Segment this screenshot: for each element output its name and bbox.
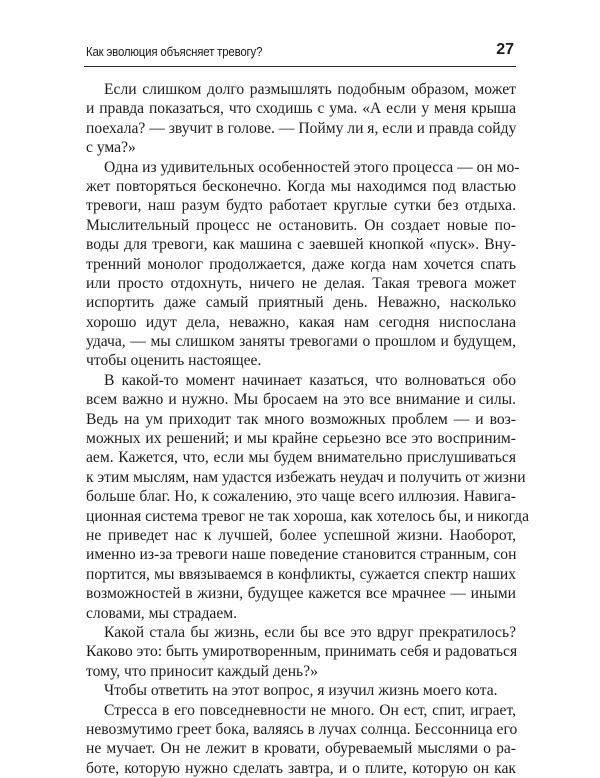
text-line: тому, что приносит каждый день?» — [86, 662, 516, 681]
paragraph — [86, 701, 516, 778]
text-line: всем важно и нужно. Мы бросаем на это все внимание и силы. — [86, 390, 516, 409]
text-line: поехала? — звучит в голове. — Пойму ли я, если и правда сойду — [86, 119, 516, 138]
text-line: аем. Кажется, что, если мы будем внимательно прислушиваться — [86, 448, 516, 467]
header-rule — [84, 66, 516, 67]
paragraph — [86, 158, 516, 371]
paragraph — [86, 681, 516, 700]
text-line: Мыслительный процесс не остановить. Он создает новые по- — [86, 216, 516, 235]
text-line: Какой стала бы жизнь, если бы все это вдруг прекратилось? — [86, 623, 516, 642]
text-line: В какой-то момент начинает казаться, что волноваться обо — [86, 371, 516, 390]
text-line: и правда показаться, что сходишь с ума. «А если у меня крыша — [86, 99, 516, 118]
text-line: с ума?» — [86, 138, 516, 157]
text-line: Стресса в его повседневности не много. Он ест, спит, играет, — [86, 701, 516, 720]
text-line: Каково это: быть умиротворенным, принимать себя и радоваться — [86, 642, 516, 661]
text-line: жет повторяться бесконечно. Когда мы находимся под властью — [86, 177, 516, 196]
text-line: именно из-за тревоги наше поведение становится странным, сон — [86, 545, 516, 564]
body-text — [86, 80, 516, 778]
text-line: не приведет нас к лучшей, более успешной жизни. Наоборот, — [86, 526, 516, 545]
text-line: Если слишком долго размышлять подобным образом, может — [86, 80, 516, 99]
paragraph — [86, 371, 516, 623]
text-line: тренний монолог продолжается, даже когда нам хочется спать — [86, 255, 516, 274]
text-line: чтобы оценить настоящее. — [86, 351, 516, 370]
text-line: боте, которую нужно сделать завтра, и о плите, которую он как — [86, 759, 516, 778]
text-line: Чтобы ответить на этот вопрос, я изучил жизнь моего кота. — [86, 681, 516, 700]
text-line: к этим мыслям, нам удастся избежать неудач и получить от жизни — [86, 468, 516, 487]
text-line: Ведь на ум приходит так много возможных проблем — и воз- — [86, 410, 516, 429]
text-line: возможностей в жизни, будущее кажется все мрачнее — иными — [86, 584, 516, 603]
text-line: или просто отдохнуть, ничего не делая. Такая тревога может — [86, 274, 516, 293]
running-head: Как эволюция объясняет тревогу? — [86, 44, 262, 59]
text-line: ционная система тревог не так хороша, как хотелось бы, и никогда — [86, 507, 516, 526]
text-line: тревоги, наш разум будто работает круглые сутки без отдыха. — [86, 196, 516, 215]
text-line: больше благ. Но, к сожалению, это чаще всего иллюзия. Навига- — [86, 487, 516, 506]
text-line: испортить даже самый приятный день. Неважно, насколько — [86, 293, 516, 312]
text-line: словами, мы страдаем. — [86, 604, 516, 623]
text-line: Одна из удивительных особенностей этого процесса — он мо- — [86, 158, 516, 177]
text-line: воды для тревоги, как машина с заевшей кнопкой «пуск». Вну- — [86, 235, 516, 254]
paragraph — [86, 623, 516, 681]
text-line: хорошо идут дела, неважно, какая нам сегодня ниспослана — [86, 313, 516, 332]
text-line: портится, мы ввязываемся в конфликты, сужается спектр наших — [86, 565, 516, 584]
paragraph — [86, 80, 516, 158]
text-line: не мучает. Он не лежит в кровати, обуреваемый мыслями о ра- — [86, 739, 516, 758]
text-line: удача, — мы слишком заняты тревогами о прошлом и будущем, — [86, 332, 516, 351]
page-number: 27 — [496, 41, 514, 59]
text-line: можных их решений; и мы крайне серьезно все это восприним- — [86, 429, 516, 448]
text-line: невозмутимо греет бока, валяясь в лучах солнца. Бессонница его — [86, 720, 516, 739]
